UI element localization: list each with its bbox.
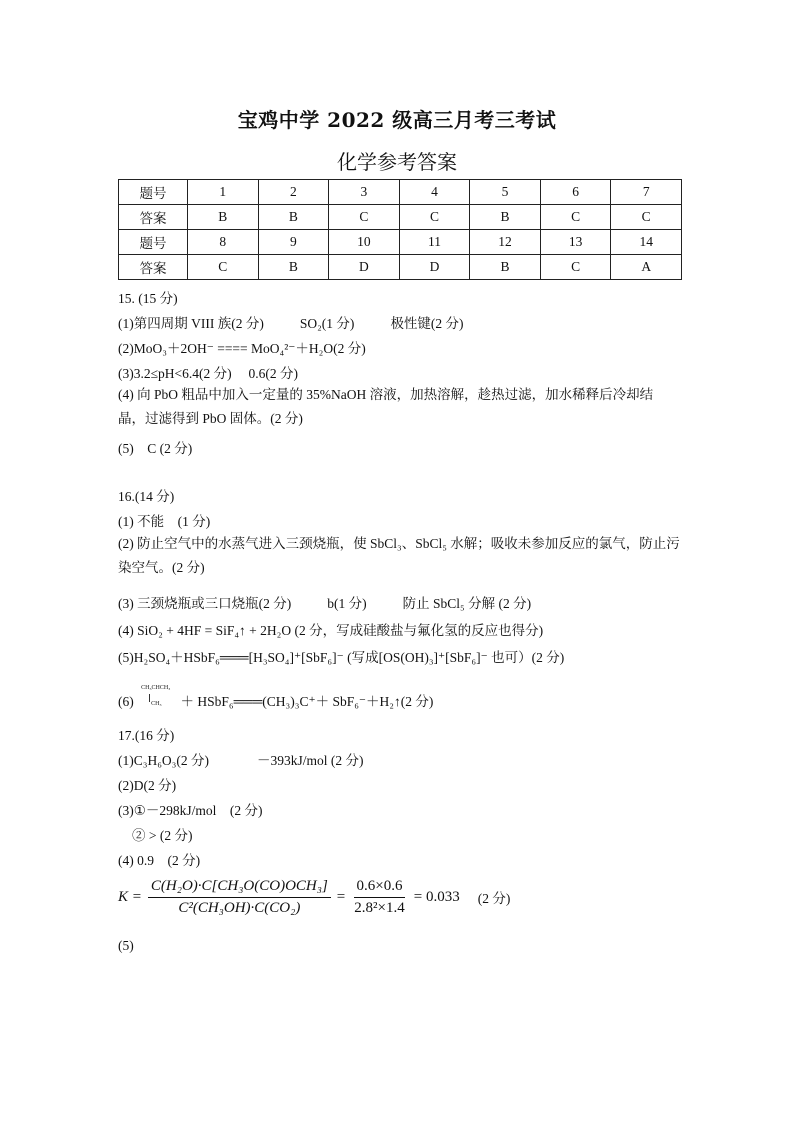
table-cell: D xyxy=(329,255,400,280)
q17-1a: (1)C₃H₆O₃(2 分) xyxy=(118,753,209,768)
k-value-numerator: 0.6×0.6 xyxy=(354,878,406,898)
q15-line-1 xyxy=(118,312,464,332)
table-cell: C xyxy=(611,205,682,230)
q16-3c: 防止 SbCl₅ 分解 (2 分) xyxy=(402,596,532,611)
table-cell: A xyxy=(611,255,682,280)
table-cell: 8 xyxy=(188,230,259,255)
table-cell: C xyxy=(540,205,611,230)
table-cell: 4 xyxy=(399,180,470,205)
table-cell: B xyxy=(470,255,541,280)
q17-line-3: (3)①－298kJ/mol (2 分) xyxy=(118,803,263,818)
table-cell: B xyxy=(258,205,329,230)
structure-bond xyxy=(149,694,150,702)
table-row-header: 题号 xyxy=(119,180,188,205)
q16-heading: 16.(14 分) xyxy=(118,489,175,504)
k-value-denominator: 2.8²×1.4 xyxy=(354,899,405,916)
table-cell: B xyxy=(470,205,541,230)
page-title: 宝鸡中学 2022 级高三月考三考试 xyxy=(237,108,557,132)
table-cell: C xyxy=(399,205,470,230)
k-label: K = xyxy=(118,888,142,905)
q15-1c: 极性键(2 分) xyxy=(390,316,464,331)
k-fraction xyxy=(148,878,331,917)
table-row-header: 题号 xyxy=(119,230,188,255)
structure-top-label: CH₃CHCH₃ xyxy=(141,684,171,691)
isobutane-structure xyxy=(137,684,177,713)
table-row xyxy=(119,180,682,205)
answer-table xyxy=(118,179,682,280)
k-denominator: C²(CH₃OH)·C(CO₂) xyxy=(178,899,301,916)
q16-line-3 xyxy=(118,592,531,612)
q15-1b: SO₂(1 分) xyxy=(299,316,355,331)
q15-1a: (1)第四周期 VIII 族(2 分) xyxy=(118,316,264,331)
q16-6-num: (6) xyxy=(118,694,134,709)
q15-line-3: (3)3.2≤pH<6.4(2 分) 0.6(2 分) xyxy=(118,366,298,381)
k-numerator: C(H₂O)·C[CH₃O(CO)OCH₃] xyxy=(148,878,331,898)
page-subtitle: 化学参考答案 xyxy=(337,150,457,174)
q16-3a: (3) 三颈烧瓶或三口烧瓶(2 分) xyxy=(118,596,292,611)
table-cell: 14 xyxy=(611,230,682,255)
table-row-header: 答案 xyxy=(119,205,188,230)
structure-bottom-label: CH₃ xyxy=(151,700,162,707)
table-cell: 11 xyxy=(399,230,470,255)
table-cell: 1 xyxy=(188,180,259,205)
table-cell: C xyxy=(329,205,400,230)
table-cell: 10 xyxy=(329,230,400,255)
k-equals: = xyxy=(336,888,346,905)
table-cell: 9 xyxy=(258,230,329,255)
q16-line-6 xyxy=(118,684,434,713)
k-result: = 0.033 xyxy=(413,888,460,905)
table-cell: C xyxy=(188,255,259,280)
table-cell: 12 xyxy=(470,230,541,255)
q17-line-5: (5) xyxy=(118,938,134,953)
table-cell: 2 xyxy=(258,180,329,205)
q15-line-5: (5) C (2 分) xyxy=(118,441,193,456)
q16-line-2: (2) 防止空气中的水蒸气进入三颈烧瓶，使 SbCl₃、SbCl₅ 水解；吸收未参加反应的氯气，防止污染空气。(2 分) xyxy=(118,536,680,575)
k-score: (2 分) xyxy=(477,891,511,906)
table-cell: 6 xyxy=(540,180,611,205)
table-cell: D xyxy=(399,255,470,280)
q16-line-4: (4) SiO₂ + 4HF = SiF₄↑ + 2H₂O (2 分，写成硅酸盐与氟化氢的反应也得分) xyxy=(118,623,544,638)
q16-3b: b(1 分) xyxy=(327,596,367,611)
q15-line-2: (2)MoO₃＋2OH⁻ ==== MoO₄²⁻＋H₂O(2 分) xyxy=(118,341,366,356)
table-cell: 7 xyxy=(611,180,682,205)
table-cell: C xyxy=(540,255,611,280)
q15-line-4: (4) 向 PbO 粗品中加入一定量的 35%NaOH 溶液，加热溶解，趁热过滤，加水稀释后冷却结晶，过滤得到 PbO 固体。(2 分) xyxy=(118,387,654,426)
table-cell: 13 xyxy=(540,230,611,255)
table-row-header: 答案 xyxy=(119,255,188,280)
table-cell: 3 xyxy=(329,180,400,205)
q17-line-1 xyxy=(118,749,363,769)
table-row xyxy=(119,205,682,230)
table-row xyxy=(119,230,682,255)
q16-6-rest: ＋ HSbF₆═══(CH₃)₃C⁺＋ SbF₆⁻＋H₂↑(2 分) xyxy=(180,694,434,709)
equilibrium-constant-formula xyxy=(118,872,510,922)
k-value-fraction xyxy=(351,878,407,917)
q17-1b: －393kJ/mol (2 分) xyxy=(256,753,364,768)
q17-heading: 17.(16 分) xyxy=(118,728,175,743)
q17-line-3b: ② > (2 分) xyxy=(132,828,193,843)
table-row xyxy=(119,255,682,280)
table-cell: 5 xyxy=(470,180,541,205)
q16-line-1: (1) 不能 (1 分) xyxy=(118,514,211,529)
table-cell: B xyxy=(188,205,259,230)
table-cell: B xyxy=(258,255,329,280)
q16-line-5: (5)H₂SO₄＋HSbF₆═══[H₃SO₄]⁺[SbF₆]⁻ (写成[OS(OH)₃]⁺[SbF₆]⁻ 也可）(2 分) xyxy=(118,650,565,665)
q15-heading: 15. (15 分) xyxy=(118,291,178,306)
q17-line-4: (4) 0.9 (2 分) xyxy=(118,853,201,868)
q17-line-2: (2)D(2 分) xyxy=(118,778,177,793)
